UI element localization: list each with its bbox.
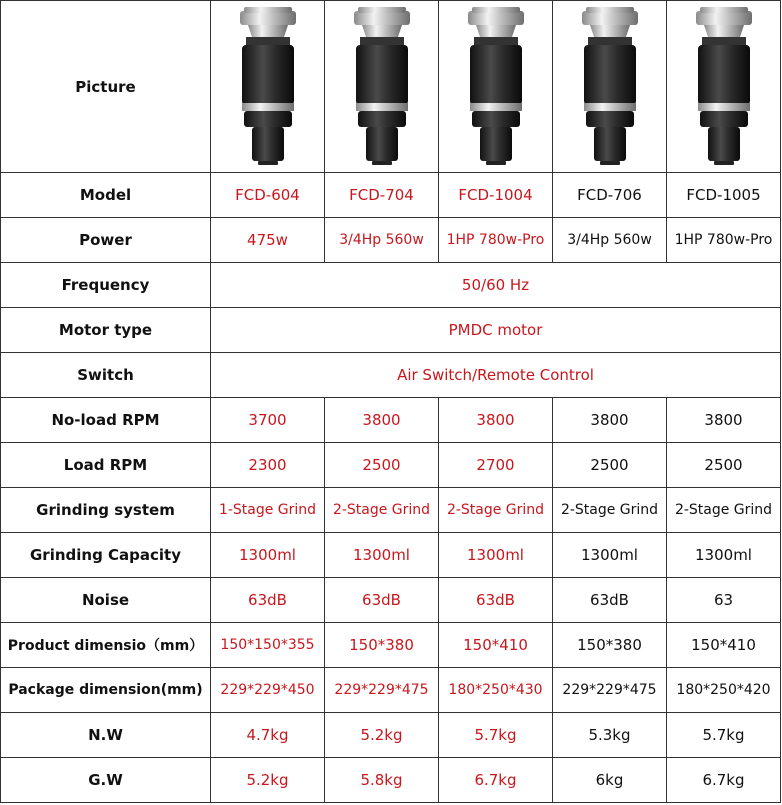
no-load-rpm-value: 3700: [211, 398, 325, 443]
grinding-system-value: 1-Stage Grind: [211, 488, 325, 533]
noise-value: 63dB: [325, 578, 439, 623]
grinding-system-value: 2-Stage Grind: [325, 488, 439, 533]
noise-value: 63dB: [553, 578, 667, 623]
power-value: 3/4Hp 560w: [553, 218, 667, 263]
gross-weight-value: 6.7kg: [439, 758, 553, 803]
product-dimension-value: 150*150*355: [211, 623, 325, 668]
picture-row: [1, 1, 781, 173]
grinding-system-row: [1, 488, 781, 533]
net-weight-value: 5.7kg: [439, 713, 553, 758]
row-label-power: Power: [1, 218, 211, 263]
noise-value: 63: [667, 578, 781, 623]
package-dimension-value: 180*250*420: [667, 668, 781, 713]
grinding-capacity-value: 1300ml: [325, 533, 439, 578]
package-dimension-value: 229*229*450: [211, 668, 325, 713]
row-label-no-load-rpm: No-load RPM: [1, 398, 211, 443]
load-rpm-value: 2500: [325, 443, 439, 488]
product-dimension-value: 150*410: [439, 623, 553, 668]
garbage-disposer-icon: [684, 7, 764, 167]
row-label-package-dimension: Package dimension(mm): [1, 668, 211, 713]
load-rpm-value: 2500: [667, 443, 781, 488]
gross-weight-value: 6kg: [553, 758, 667, 803]
model-value: FCD-704: [325, 173, 439, 218]
model-value: FCD-706: [553, 173, 667, 218]
garbage-disposer-icon: [570, 7, 650, 167]
motor-type-row: [1, 308, 781, 353]
garbage-disposer-icon: [228, 7, 308, 167]
garbage-disposer-icon: [342, 7, 422, 167]
gross-weight-row: [1, 758, 781, 803]
gross-weight-value: 5.8kg: [325, 758, 439, 803]
package-dimension-value: 229*229*475: [553, 668, 667, 713]
no-load-rpm-value: 3800: [325, 398, 439, 443]
row-label-net-weight: N.W: [1, 713, 211, 758]
grinding-system-value: 2-Stage Grind: [439, 488, 553, 533]
motor-type-value: PMDC motor: [211, 308, 781, 353]
noise-value: 63dB: [439, 578, 553, 623]
net-weight-value: 5.7kg: [667, 713, 781, 758]
load-rpm-value: 2700: [439, 443, 553, 488]
power-value: 3/4Hp 560w: [325, 218, 439, 263]
grinding-capacity-value: 1300ml: [439, 533, 553, 578]
power-value: 475w: [211, 218, 325, 263]
row-label-frequency: Frequency: [1, 263, 211, 308]
product-picture-cell: [325, 1, 439, 173]
grinding-capacity-value: 1300ml: [667, 533, 781, 578]
power-row: [1, 218, 781, 263]
load-rpm-value: 2300: [211, 443, 325, 488]
row-label-picture: Picture: [1, 1, 211, 173]
gross-weight-value: 5.2kg: [211, 758, 325, 803]
row-label-load-rpm: Load RPM: [1, 443, 211, 488]
model-row: [1, 173, 781, 218]
noise-row: [1, 578, 781, 623]
gross-weight-value: 6.7kg: [667, 758, 781, 803]
product-picture-cell: [667, 1, 781, 173]
grinding-capacity-value: 1300ml: [553, 533, 667, 578]
grinding-capacity-value: 1300ml: [211, 533, 325, 578]
net-weight-row: [1, 713, 781, 758]
no-load-rpm-value: 3800: [553, 398, 667, 443]
row-label-motor-type: Motor type: [1, 308, 211, 353]
net-weight-value: 4.7kg: [211, 713, 325, 758]
switch-row: [1, 353, 781, 398]
grinding-system-value: 2-Stage Grind: [667, 488, 781, 533]
row-label-gross-weight: G.W: [1, 758, 211, 803]
no-load-rpm-value: 3800: [439, 398, 553, 443]
package-dimension-value: 229*229*475: [325, 668, 439, 713]
product-dimension-value: 150*380: [553, 623, 667, 668]
product-dimension-value: 150*380: [325, 623, 439, 668]
power-value: 1HP 780w-Pro: [667, 218, 781, 263]
power-value: 1HP 780w-Pro: [439, 218, 553, 263]
product-picture-cell: [553, 1, 667, 173]
noise-value: 63dB: [211, 578, 325, 623]
switch-value: Air Switch/Remote Control: [211, 353, 781, 398]
package-dimension-row: [1, 668, 781, 713]
no-load-rpm-row: [1, 398, 781, 443]
product-picture-cell: [439, 1, 553, 173]
product-picture-cell: [211, 1, 325, 173]
load-rpm-row: [1, 443, 781, 488]
row-label-model: Model: [1, 173, 211, 218]
product-dimension-value: 150*410: [667, 623, 781, 668]
frequency-row: [1, 263, 781, 308]
row-label-grinding-system: Grinding system: [1, 488, 211, 533]
grinding-capacity-row: [1, 533, 781, 578]
model-value: FCD-604: [211, 173, 325, 218]
model-value: FCD-1005: [667, 173, 781, 218]
net-weight-value: 5.2kg: [325, 713, 439, 758]
package-dimension-value: 180*250*430: [439, 668, 553, 713]
grinding-system-value: 2-Stage Grind: [553, 488, 667, 533]
product-dimension-row: [1, 623, 781, 668]
row-label-switch: Switch: [1, 353, 211, 398]
garbage-disposer-icon: [456, 7, 536, 167]
frequency-value: 50/60 Hz: [211, 263, 781, 308]
row-label-noise: Noise: [1, 578, 211, 623]
load-rpm-value: 2500: [553, 443, 667, 488]
row-label-grinding-capacity: Grinding Capacity: [1, 533, 211, 578]
net-weight-value: 5.3kg: [553, 713, 667, 758]
model-value: FCD-1004: [439, 173, 553, 218]
no-load-rpm-value: 3800: [667, 398, 781, 443]
row-label-product-dimension: Product dimensio（mm）: [1, 623, 211, 668]
